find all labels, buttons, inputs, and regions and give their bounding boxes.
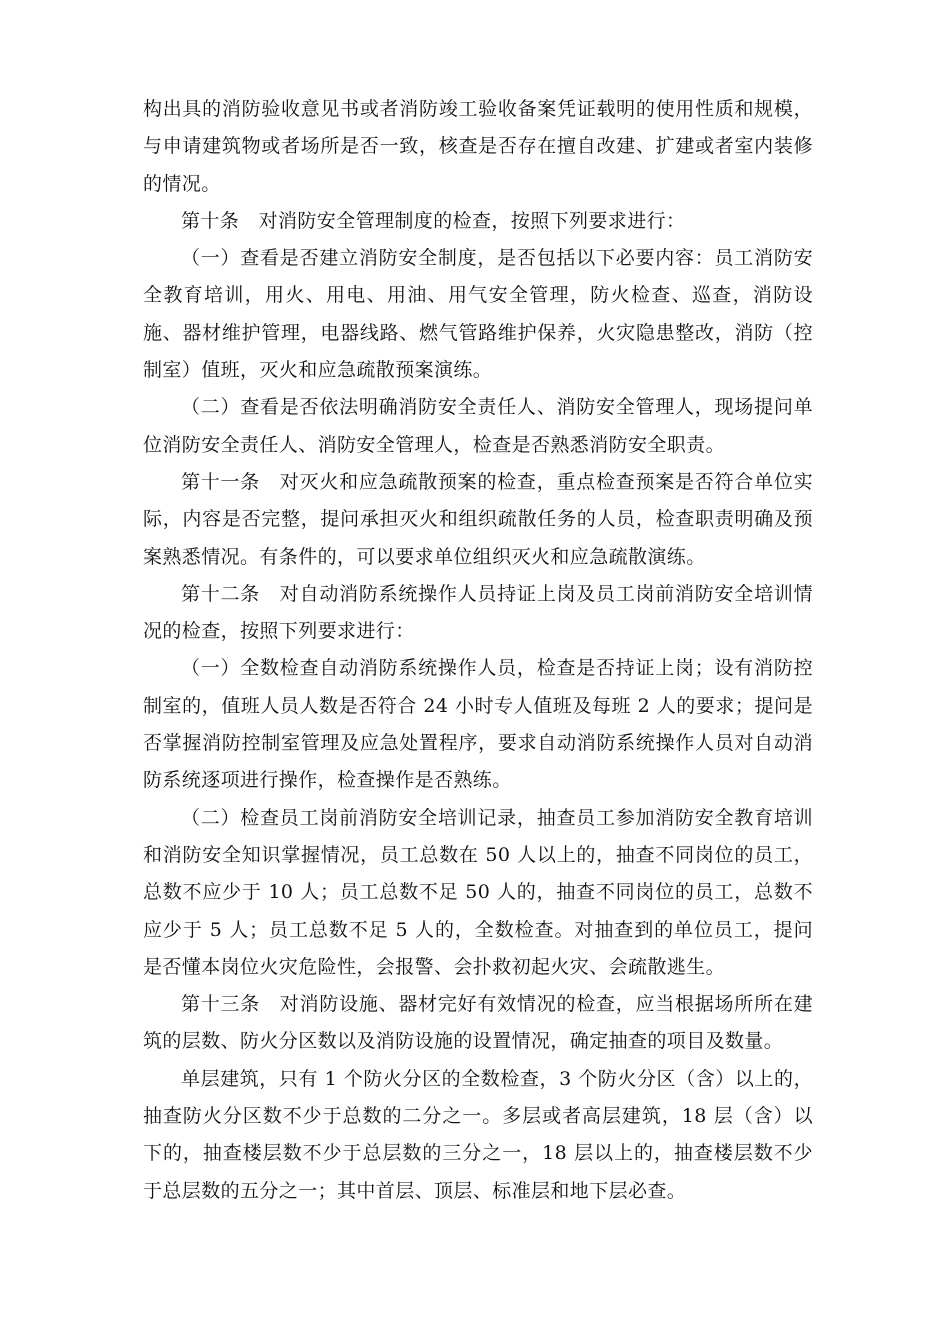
- article-10-item-1: （一）查看是否建立消防安全制度，是否包括以下必要内容：员工消防安全教育培训，用火、用电、用油、用气安全管理，防火检查、巡查，消防设施、器材维护管理，电器线路、燃气管路维护保养，火灾隐患整改，消防（控制室）值班，灭火和应急疏散预案演练。: [143, 247, 813, 382]
- article-12-heading: 第十二条 对自动消防系统操作人员持证上岗及员工岗前消防安全培训情况的检查，按照下列要求进行：: [143, 582, 813, 643]
- article-13-detail: 单层建筑，只有 1 个防火分区的全数检查，3 个防火分区（含）以上的，抽查防火分区数不少于总数的二分之一。多层或者高层建筑，18 层（含）以下的，抽查楼层数不少于总层数的三分之一，18 层以上的，抽查楼层数不少于总层数的五分之一；其中首层、顶层、标准层和地下层必查。: [143, 1067, 813, 1202]
- article-12-item-2: （二）检查员工岗前消防安全培训记录，抽查员工参加消防安全教育培训和消防安全知识掌握情况，员工总数在 50 人以上的，抽查不同岗位的员工，总数不应少于 10 人；员工总数不足 50 人的，抽查不同岗位的员工，总数不应少于 5 人；员工总数不足 5 人的，全数检查。对抽查到的单位员工，提问是否懂本岗位火灾危险性，会报警、会扑救初起火灾、会疏散逃生。: [143, 806, 813, 978]
- article-10-heading: 第十条 对消防安全管理制度的检查，按照下列要求进行：: [181, 209, 686, 232]
- article-11: 第十一条 对灭火和应急疏散预案的检查，重点检查预案是否符合单位实际，内容是否完整，提问承担灭火和组织疏散任务的人员，检查职责明确及预案熟悉情况。有条件的，可以要求单位组织灭火和应急疏散演练。: [143, 470, 813, 568]
- article-12-item-1: （一）全数检查自动消防系统操作人员，检查是否持证上岗；设有消防控制室的，值班人员人数是否符合 24 小时专人值班及每班 2 人的要求；提问是否掌握消防控制室管理及应急处置程序，要求自动消防系统操作人员对自动消防系统逐项进行操作，检查操作是否熟练。: [143, 657, 813, 792]
- article-10-item-2: （二）查看是否依法明确消防安全责任人、消防安全管理人，现场提问单位消防安全责任人、消防安全管理人，检查是否熟悉消防安全职责。: [143, 396, 813, 456]
- article-13: 第十三条 对消防设施、器材完好有效情况的检查，应当根据场所所在建筑的层数、防火分区数以及消防设施的设置情况，确定抽查的项目及数量。: [143, 993, 813, 1053]
- document-body: [143, 91, 813, 1210]
- paragraph-continuation: 构出具的消防验收意见书或者消防竣工验收备案凭证载明的使用性质和规模，与申请建筑物或者场所是否一致，核查是否存在擅自改建、扩建或者室内装修的情况。: [143, 98, 813, 195]
